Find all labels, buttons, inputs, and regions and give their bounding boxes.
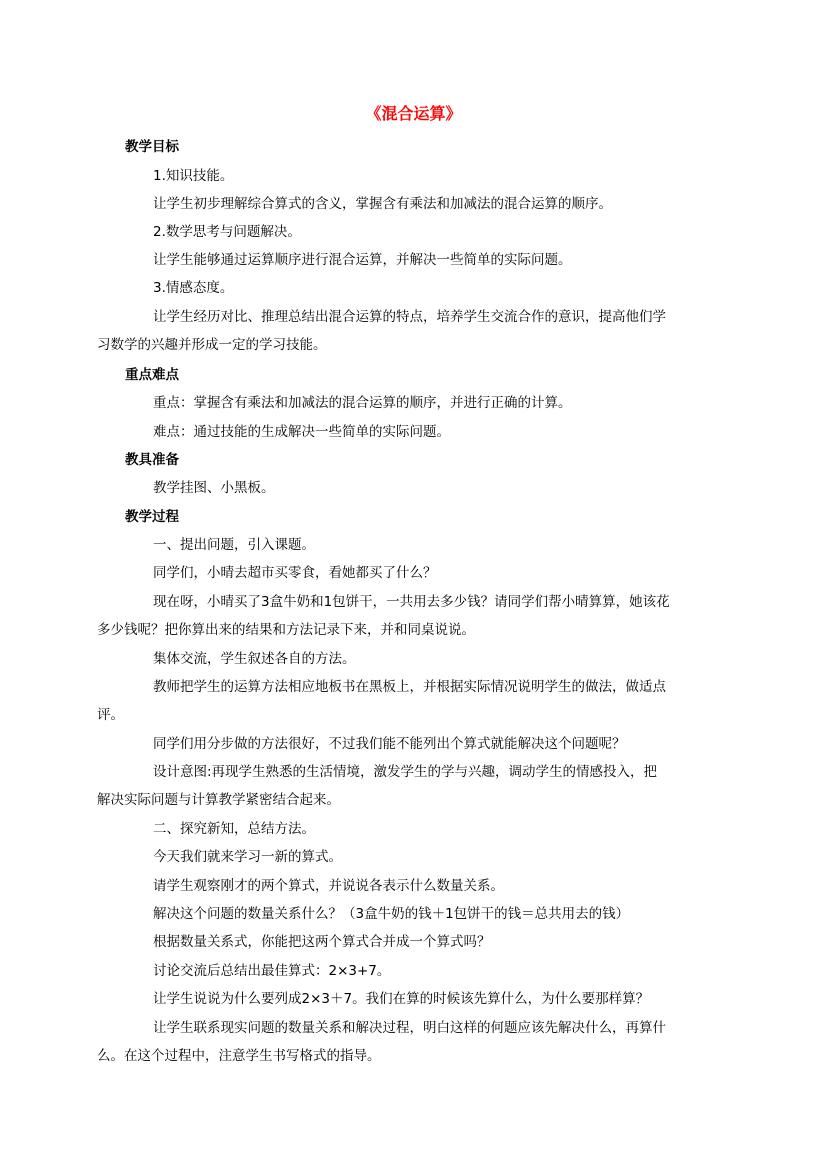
paragraph-line: 么。在这个过程中，注意学生书写格式的指导。	[97, 1048, 381, 1064]
paragraph-line: 设计意图:再现学生熟悉的生活情境，激发学生的学与兴趣，调动学生的情感投入，把	[153, 764, 658, 780]
section-heading-objectives: 教学目标	[125, 139, 179, 155]
paragraph: 1.知识技能。	[153, 168, 234, 184]
paragraph	[97, 673, 705, 729]
paragraph: 同学们用分步做的方法很好，不过我们能不能列出个算式就能解决这个问题呢？	[153, 736, 626, 752]
paragraph: 让学生初步理解综合算式的含义，掌握含有乘法和加减法的混合运算的顺序。	[153, 196, 612, 212]
paragraph: 请学生观察刚才的两个算式，并说说各表示什么数量关系。	[153, 878, 504, 894]
paragraph-line: 让学生经历对比、推理总结出混合运算的特点，培养学生交流合作的意识，提高他们学	[153, 309, 666, 325]
paragraph-line: 让学生联系现实问题的数量关系和解决过程，明白这样的何题应该先解决什么，再算什	[153, 1020, 666, 1036]
paragraph: 让学生能够通过运算顺序进行混合运算，并解决一些简单的实际问题。	[153, 252, 572, 268]
paragraph: 同学们，小晴去超市买零食，看她都买了什么？	[153, 565, 437, 581]
paragraph: 集体交流，学生叙述各自的方法。	[153, 651, 356, 667]
paragraph: 讨论交流后总结出最佳算式：2×3+7。	[153, 963, 391, 979]
paragraph	[97, 1014, 705, 1070]
paragraph	[97, 758, 705, 814]
paragraph: 教学挂图、小黑板。	[153, 480, 275, 496]
paragraph	[97, 303, 705, 359]
paragraph: 难点：通过技能的生成解决一些简单的实际问题。	[153, 424, 450, 440]
paragraph-line: 解决实际问题与计算教学紧密结合起来。	[97, 792, 340, 808]
paragraph-line: 习数学的兴趣并形成一定的学习技能。	[97, 337, 327, 353]
paragraph: 今天我们就来学习一新的算式。	[153, 849, 342, 865]
paragraph: 二、探究新知，总结方法。	[153, 821, 315, 837]
paragraph: 根据数量关系式，你能把这两个算式合并成一个算式吗？	[153, 934, 491, 950]
paragraph-line: 教师把学生的运算方法相应地板书在黑板上，并根据实际情况说明学生的做法，做适点	[153, 679, 666, 695]
paragraph: 解决这个问题的数量关系什么？（3盒牛奶的钱＋1包饼干的钱＝总共用去的钱）	[153, 906, 630, 922]
section-heading-materials: 教具准备	[125, 452, 179, 468]
section-heading-key-points: 重点难点	[125, 367, 179, 383]
paragraph: 重点：掌握含有乘法和加减法的混合运算的顺序，并进行正确的计算。	[153, 395, 572, 411]
paragraph: 让学生说说为什么要列成2×3＋7。我们在算的时候该先算什么，为什么要那样算？	[153, 991, 650, 1007]
paragraph	[97, 588, 705, 644]
paragraph-line: 多少钱呢？把你算出来的结果和方法记录下来，并和同桌说说。	[97, 622, 475, 638]
paragraph: 3.情感态度。	[153, 280, 234, 296]
paragraph-line: 评。	[97, 707, 124, 723]
paragraph: 一、提出问题，引入课题。	[153, 537, 315, 553]
section-heading-process: 教学过程	[125, 509, 179, 525]
paragraph-line: 现在呀，小晴买了3盒牛奶和1包饼干，一共用去多少钱？请同学们帮小晴算算，她该花	[153, 594, 670, 610]
paragraph: 2.数学思考与问题解决。	[153, 224, 301, 240]
page-title: 《混合运算》	[365, 104, 462, 123]
